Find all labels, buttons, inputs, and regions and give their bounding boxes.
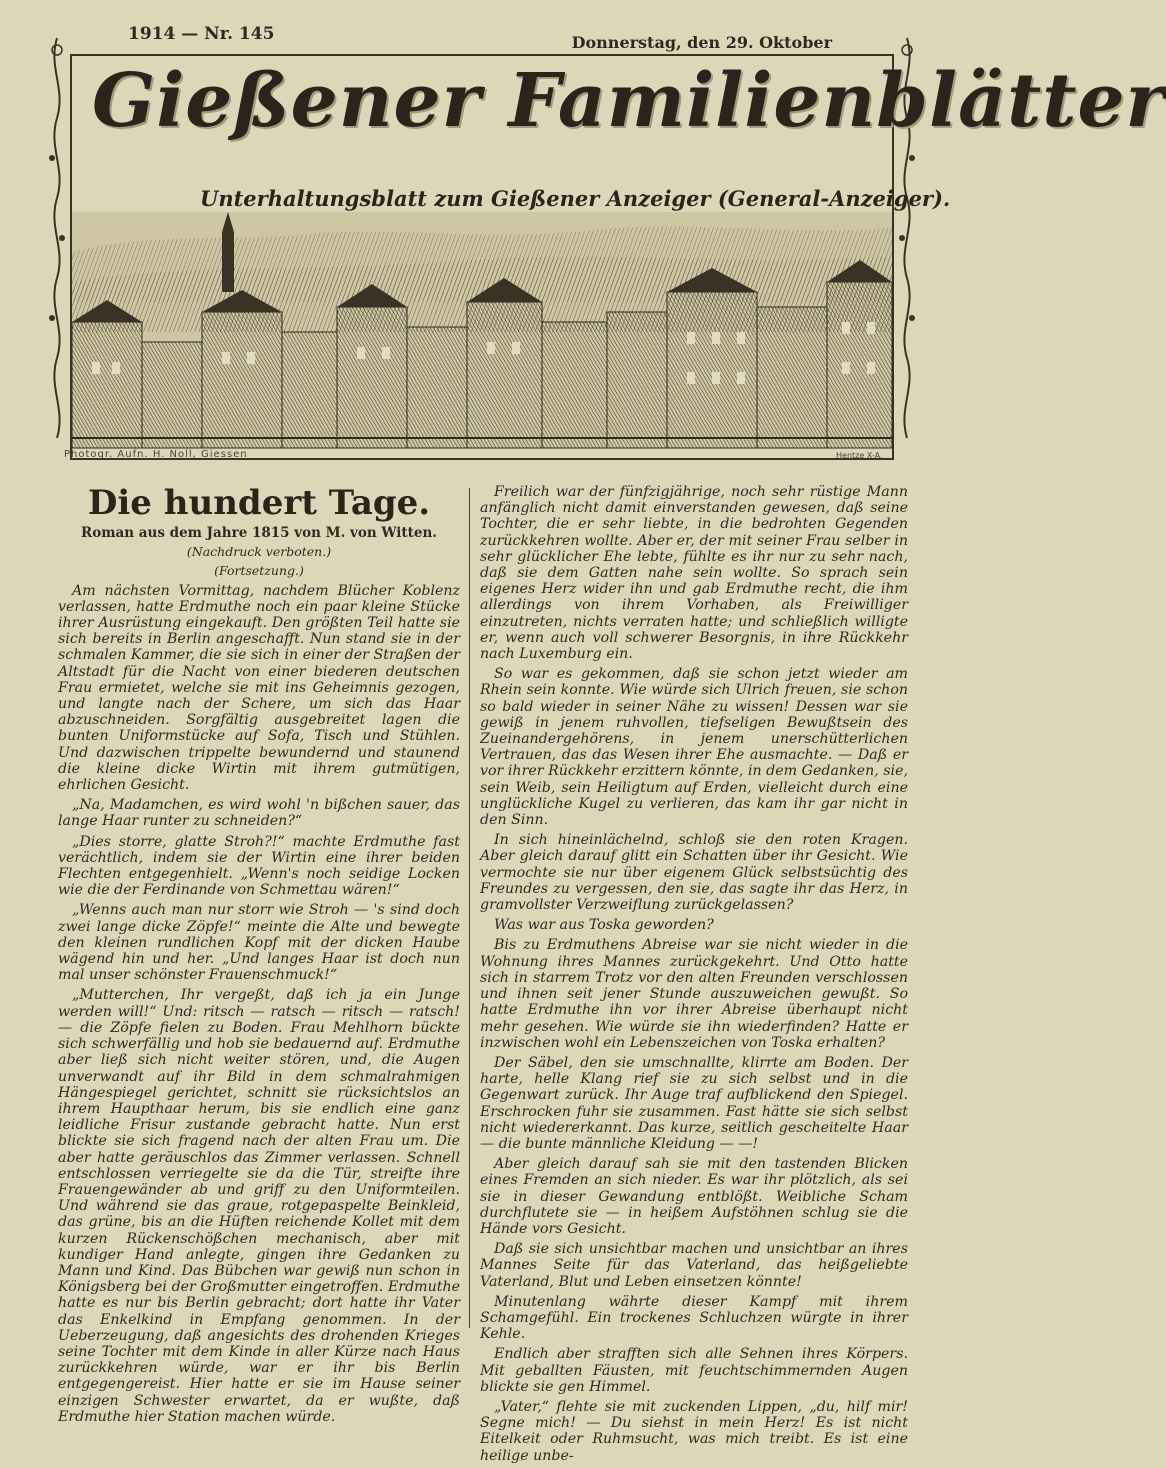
- paragraph: „Vater,“ flehte sie mit zuckenden Lippen, „du, hilf mir! Segne mich! — Du siehst in mein Herz! Es ist nicht Eitelkeit oder Ruhmsucht, was mich treibt. Es ist eine heilige unbe-: [480, 1398, 908, 1464]
- paragraph: „Wenns auch man nur storr wie Stroh — 's sind doch zwei lange dicke Zöpfe!“ meinte die Alte und bewegte den kleinen rundlichen Kopf mit der dicken Haube wägend hin und her. „Und langes Haar ist doch nun mal unser schönster Frauenschmuck!“: [58, 902, 460, 984]
- paragraph: In sich hineinlächelnd, schloß sie den roten Kragen. Aber gleich darauf glitt ein Schatten über ihr Gesicht. Wie vermochte sie nur über eigenem Glück selbstsüchtig des Freundes zu vergessen, den sie, das sagte ihr das Herz, in gramvollster Verzweiflung zurückgelassen?: [480, 832, 908, 914]
- paragraph: Daß sie sich unsichtbar machen und unsichtbar an ihres Mannes Seite für das Vaterland, das heißgeliebte Vaterland, Blut und Leben einsetzen könnte!: [480, 1241, 908, 1290]
- paragraph: „Dies storre, glatte Stroh?!“ machte Erdmuthe fast verächtlich, indem sie der Wirtin eine ihrer beiden Flechten entgegenhielt. „Wenn's noch seidige Locken wie die der Ferdinande von Schmettau wären!“: [58, 833, 460, 899]
- issue-number: 1914 — Nr. 145: [128, 24, 275, 44]
- masthead-subtitle: Unterhaltungsblatt zum Gießener Anzeiger (General-Anzeiger).: [200, 186, 951, 211]
- city-engraving: [72, 212, 892, 448]
- reprint-note: (Nachdruck verboten.): [186, 544, 332, 560]
- issue-date: Donnerstag, den 29. Oktober: [571, 33, 832, 52]
- engraver-mark: Hentze X-A.: [836, 451, 883, 460]
- paragraph: Am nächsten Vormittag, nachdem Blücher Koblenz verlassen, hatte Erdmuthe noch ein paar kleine Stücke ihrer Ausrüstung eingekauft. Den größten Teil hatte sie sich bereits in Berlin angeschafft. Nun stand sie in der schmalen Kammer, die sie sich in einer der Straßen der Altstadt für die Nacht von einer biederen deutschen Frau ermietet, welche sie mit ins Geheimnis gezogen, und langte nach der Schere, um sich das Haar abzuschneiden. Sorgfältig ausgebreitet lagen die bunten Uniformstücke auf Sofa, Tisch und Stühlen. Und dazwischen trippelte bewundernd und staunend die kleine dicke Wirtin mit ihrem gutmütigen, ehrlichen Gesicht.: [58, 582, 460, 794]
- masthead-title: Gießener Familienblätter: [92, 58, 1166, 144]
- story-byline: Roman aus dem Jahre 1815 von M. von Witten.: [81, 525, 437, 541]
- paragraph: Minutenlang währte dieser Kampf mit ihrem Schamgefühl. Ein trockenes Schluchzen würgte in ihrer Kehle.: [480, 1293, 908, 1343]
- paragraph: Der Säbel, den sie umschnallte, klirrte am Boden. Der harte, helle Klang rief sie zu sich selbst und in die Gegenwart zurück. Ihr Auge traf aufblickend den Spiegel. Erschrocken fuhr sie zusammen. Fast hätte sie sich selbst nicht wiedererkannt. Das kurze, seitlich gescheitelte Haar — die bunte männliche Kleidung — —!: [480, 1054, 908, 1152]
- paragraph: Was war aus Toska geworden?: [494, 917, 714, 934]
- paragraph: Aber gleich darauf sah sie mit den tastenden Blicken eines Fremden an sich nieder. Es war ihr plötzlich, als sei sie in dieser Gewandung entblößt. Weibliche Scham durchflutete sie — in heißem Aufstöhnen schlug sie die Hände vors Gesicht.: [480, 1156, 908, 1237]
- right-column: [480, 484, 908, 1468]
- paragraph: „Mutterchen, Ihr vergeßt, daß ich ja ein Junge werden will!“ Und: ritsch — ratsch — ritsch — ratsch! — die Zöpfe fielen zu Boden. Frau Mehlhorn bückte sich schwerfällig und hob sie bedauernd auf. Erdmuthe aber ließ sich nicht weiter stören, und, die Augen unverwandt auf ihr Bild in dem schmalrahmigen Hängespiegel gerichtet, schnitt sie rücksichtslos an ihrem Haupthaar herum, bis sie endlich eine ganz leidliche Frisur zustande gebracht hatte. Nun erst blickte sie sich fragend nach der alten Frau um. Die aber hatte geräuschlos das Zimmer verlassen. Schnell entschlossen verriegelte sie da die Tür, streifte ihre Frauengewänder ab und griff zu den Uniformteilen. Und während sie das graue, rotgepaspelte Beinkleid, das grüne, bis an die Hüften reichende Kollet mit dem kurzen Rückenschößchen mechanisch, aber mit kundiger Hand anlegte, gingen ihre Gedanken zu Mann und Kind. Das Bübchen war gewiß nun schon in Königsberg bei der Großmutter eingetroffen. Erdmuthe hatte es nur bis Berlin gebracht; dort hatte ihr Vater das Enkelkind in Empfang genommen. In der Ueberzeugung, daß angesichts des drohenden Krieges seine Tochter mit dem Kinde in aller Kürze nach Haus zurückkehren würde, war er ihr bis Berlin entgegengereist. Hier hatte er sie im Hause seiner einzigen Schwester erwartet, da er wußte, daß Erdmuthe hier Station machen würde.: [58, 987, 460, 1425]
- story-title: Die hundert Tage.: [87, 483, 431, 523]
- photo-credit: Photogr. Aufn. H. Noll, Giessen: [64, 449, 248, 460]
- paragraph: Endlich aber strafften sich alle Sehnen ihres Körpers. Mit geballten Fäusten, mit feuchtschimmernden Augen blickte sie gen Himmel.: [480, 1346, 908, 1395]
- column-divider: [469, 488, 470, 1328]
- left-column: [58, 484, 460, 1429]
- paragraph: Freilich war der fünfzigjährige, noch sehr rüstige Mann anfänglich nicht damit einverstanden gewesen, daß seine Tochter, die er sehr liebte, in die bedrohten Gegenden zurückkehren wollte. Aber er, der mit seiner Frau selber in sehr glücklicher Ehe lebte, fühlte es ihr nur zu sehr nach, daß sie dem Gatten nahe sein wollte. So sprach sein eigenes Herz wider ihn und gab Erdmuthe recht, die ihm allerdings von ihrem Vorhaben, als Freiwilliger einzutreten, nichts verraten hatte; und schließlich willigte er, wenn auch voll schwerer Besorgnis, in ihre Rückkehr nach Luxemburg ein.: [480, 484, 908, 663]
- paragraph: Bis zu Erdmuthens Abreise war sie nicht wieder in die Wohnung ihres Mannes zurückgekehrt. Und Otto hatte sich in starrem Trotz vor den alten Freunden verschlossen und ihnen seit jener Stunde auszuweichen gewußt. So hatte Erdmuthe ihn vor ihrer Abreise überhaupt nicht mehr gesehen. Wie würde sie ihn wiederfinden? Hatte er inzwischen wohl ein Lebenszeichen von Toska erhalten?: [480, 937, 908, 1051]
- paragraph: „Na, Madamchen, es wird wohl 'n bißchen sauer, das lange Haar runter zu schneiden?“: [58, 797, 460, 830]
- left-vine-ornament: [46, 38, 68, 438]
- paragraph: So war es gekommen, daß sie schon jetzt wieder am Rhein sein konnte. Wie würde sich Ulrich freuen, sie schon so bald wieder in seiner Nähe zu wissen! Dessen war sie gewiß in jenem ruhvollen, tiefseligen Bewußtsein des Zueinandergehörens, in jenem unerschütterlichen Vertrauen, das das Wesen ihrer Ehe ausmachte. — Daß er vor ihrer Rückkehr erzittern könnte, in dem Gedanken, sie, sein Weib, sein Heiligtum auf Erden, vielleicht durch eine unglückliche Kugel zu verlieren, das kam ihr gar nicht in den Sinn.: [480, 666, 908, 829]
- continuation-note: (Fortsetzung.): [214, 563, 304, 579]
